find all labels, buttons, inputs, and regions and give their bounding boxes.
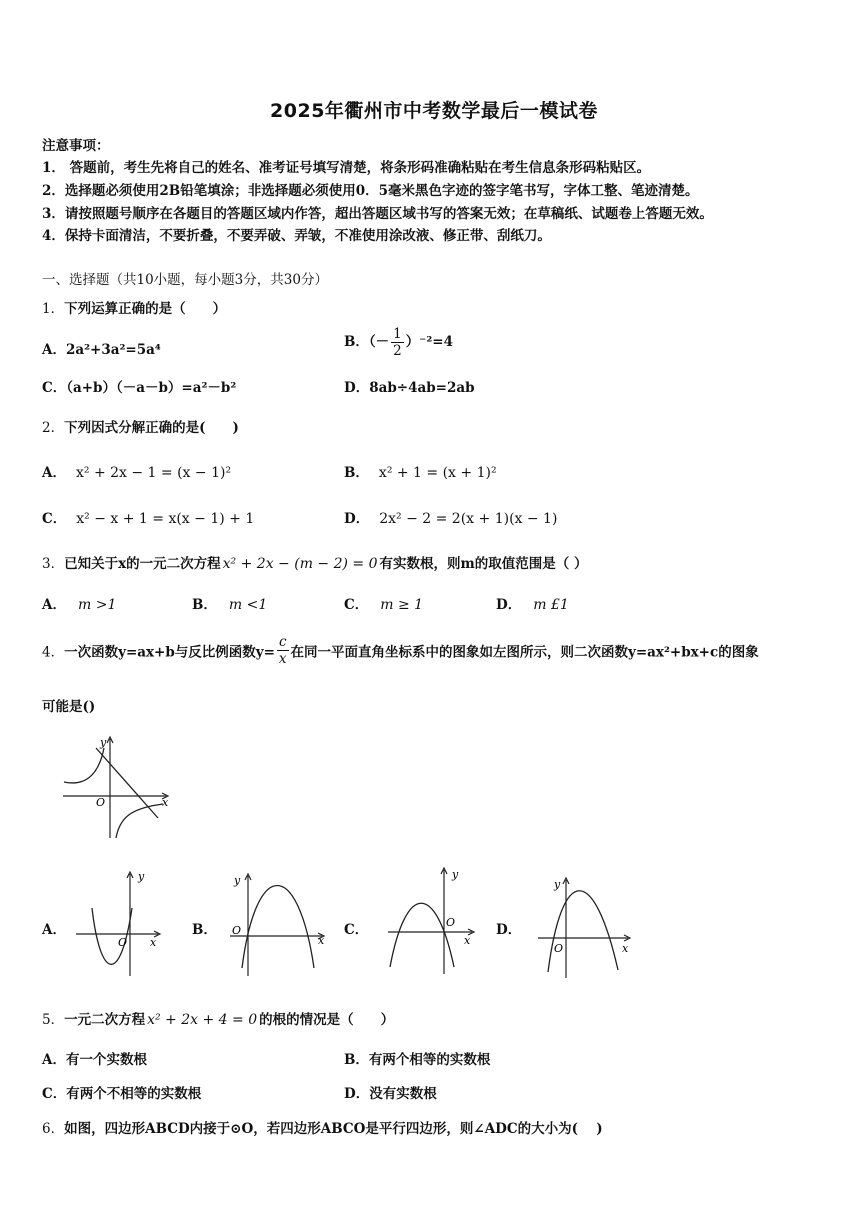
question-1 (42, 297, 226, 317)
q4-option-c-graph (384, 862, 484, 977)
x-label: x (622, 942, 629, 955)
question-3 (42, 552, 588, 572)
fraction-denominator: 2 (393, 343, 402, 359)
option-label: B． (344, 465, 369, 481)
x-label: x (162, 796, 169, 809)
fraction-denominator: x (278, 651, 287, 667)
q4-option-d-label: D． (496, 922, 522, 938)
origin-label: O (118, 936, 128, 949)
option-label: B． (192, 597, 217, 613)
fraction-numerator: 1 (393, 326, 402, 342)
option-label: C． (344, 597, 369, 613)
option-label: A． (42, 465, 66, 481)
question-stem-pre: 一次函数y=ax+b与反比例函数y= (64, 644, 275, 661)
parabola (548, 891, 618, 972)
q4-option-b-label: B． (192, 922, 217, 938)
notice-item-4: 4．保持卡面清洁，不要折叠，不要弄破、弄皱，不准使用涂改液、修正带、刮纸刀。 (42, 228, 551, 244)
q4-option-a-label: A． (42, 922, 66, 938)
origin-label: O (554, 942, 564, 955)
q1-option-b-post: ）⁻²=4 (405, 334, 454, 350)
option-expression: x² + 2x − 1 = (x − 1)² (75, 465, 232, 481)
q3-option-c (344, 593, 423, 613)
fraction (391, 326, 404, 359)
q5-option-b: B．有两个相等的实数根 (344, 1052, 491, 1068)
question-number: 6． (42, 1121, 65, 1137)
y-label: y (138, 870, 145, 883)
question-2 (42, 416, 239, 436)
q2-option-a (42, 461, 231, 481)
question-5 (42, 1008, 394, 1028)
q3-option-d (496, 593, 569, 613)
option-expression: m ≥ 1 (380, 597, 424, 613)
option-label: D． (344, 511, 370, 527)
question-number: 5． (42, 1012, 65, 1028)
linear-function-line (96, 748, 158, 818)
option-expression: m <1 (228, 597, 268, 613)
question-stem-pre: 一元二次方程 (64, 1012, 146, 1028)
question-stem-pre: 已知关于x的一元二次方程 (64, 556, 221, 572)
question-4-line-2: 可能是() (42, 699, 96, 715)
section-heading: 一、选择题（共10小题，每小题3分，共30分） (42, 272, 328, 288)
q4-option-d-graph (534, 872, 639, 982)
option-expression: x² − x + 1 = x(x − 1) + 1 (76, 511, 255, 527)
equation: x² + 2x − (m − 2) = 0 (222, 556, 378, 572)
notice-item-1: 1． 答题前，考生先将自己的姓名、准考证号填写清楚，将条形码准确粘贴在考生信息条形码粘贴区。 (42, 160, 651, 176)
q1-option-d: D．8ab÷4ab=2ab (344, 380, 475, 396)
q3-option-a (42, 593, 116, 613)
question-stem-post: 的根的情况是（ ） (259, 1012, 395, 1028)
y-label: y (452, 868, 459, 881)
question-stem: 下列运算正确的是（ ） (64, 301, 227, 317)
question-number: 3． (42, 556, 65, 572)
hyperbola-branch-right (116, 804, 163, 838)
fraction-numerator: c (278, 634, 287, 650)
notice-heading: 注意事项： (42, 138, 110, 154)
y-label: y (234, 874, 241, 887)
question-number: 4． (42, 644, 65, 661)
question-4 (42, 634, 759, 667)
option-label: D． (496, 597, 522, 613)
question-number: 1． (42, 301, 65, 317)
q5-option-d: D．没有实数根 (344, 1086, 437, 1102)
option-expression: x² + 1 = (x + 1)² (378, 465, 497, 481)
q5-option-a: A．有一个实数根 (42, 1052, 147, 1068)
question-number: 2． (42, 420, 65, 436)
option-expression: m >1 (77, 597, 117, 613)
origin-label: O (232, 924, 242, 937)
q4-option-c-label: C． (344, 922, 369, 938)
q2-option-c (42, 507, 254, 527)
option-label: C． (42, 511, 67, 527)
fraction (277, 634, 289, 667)
q1-option-b (344, 326, 453, 359)
notice-item-3: 3．请按照题号顺序在各题目的答题区域内作答，超出答题区域书写的答案无效；在草稿纸、试题卷上答题无效。 (42, 206, 713, 222)
question-stem: 下列因式分解正确的是( ) (64, 420, 239, 436)
y-label: y (554, 878, 561, 891)
question-stem: 如图，四边形ABCD内接于⊙O，若四边形ABCO是平行四边形，则∠ADC的大小为( ) (64, 1121, 603, 1137)
x-label: x (318, 934, 325, 947)
x-label: x (150, 936, 157, 949)
q1-option-b-pre: B．（－ (344, 334, 390, 350)
x-label: x (464, 934, 471, 947)
q5-option-c: C．有两个不相等的实数根 (42, 1086, 202, 1102)
equation: x² + 2x + 4 = 0 (147, 1012, 258, 1028)
option-expression: m £1 (533, 597, 569, 613)
page-title: 2025年衢州市中考数学最后一模试卷 (270, 100, 598, 122)
hyperbola-branch-left (64, 748, 104, 783)
q1-option-a: A．2a²+3a²=5a⁴ (42, 342, 161, 358)
question-6 (42, 1117, 603, 1137)
q3-option-b (192, 593, 267, 613)
origin-label: O (96, 796, 106, 809)
option-label: A． (42, 597, 66, 613)
reference-graph (58, 734, 173, 844)
y-label: y (100, 736, 107, 749)
parabola (242, 886, 314, 969)
q4-option-b-graph (226, 868, 331, 978)
question-stem-post: 有实数根，则m的取值范围是（ ） (379, 556, 588, 572)
notice-item-2: 2．选择题必须使用2B铅笔填涂；非选择题必须使用0．5毫米黑色字迹的签字笔书写，字体工整、笔迹清楚。 (42, 183, 699, 199)
q2-option-b (344, 461, 497, 481)
option-expression: 2x² − 2 = 2(x + 1)(x − 1) (379, 511, 558, 527)
question-stem-post: 在同一平面直角坐标系中的图象如左图所示，则二次函数y=ax²+bx+c的图象 (290, 644, 759, 661)
q1-option-c: C．（a+b）（－a－b）=a²－b² (42, 380, 237, 396)
origin-label: O (446, 916, 456, 929)
q4-option-a-graph (72, 868, 167, 978)
q2-option-d (344, 507, 557, 527)
